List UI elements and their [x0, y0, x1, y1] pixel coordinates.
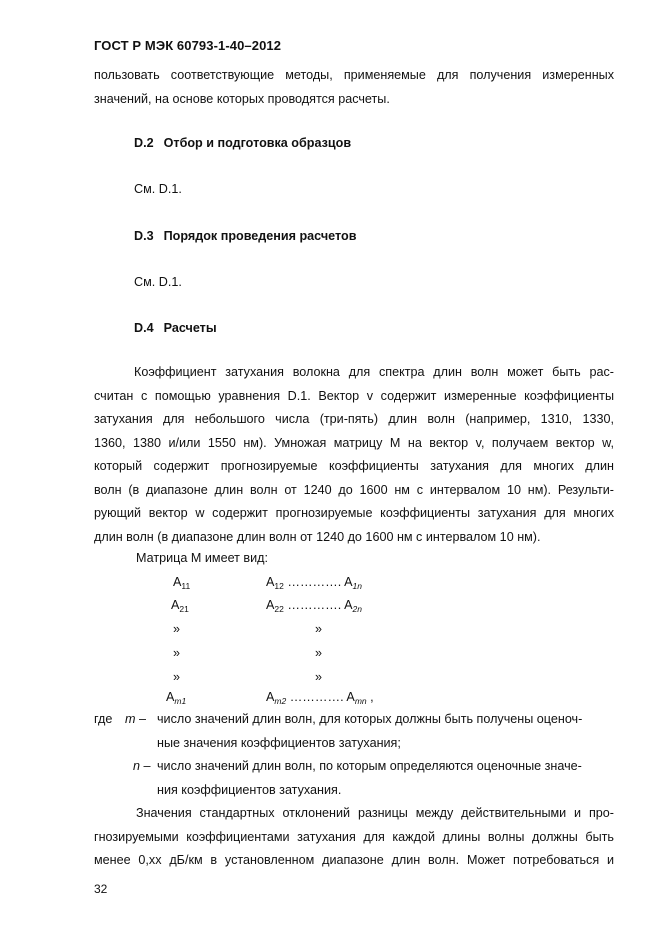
definition-text-line: число значений длин волн, по которым определяются оценочные значе-: [157, 759, 582, 773]
definition-text-line: число значений длин волн, для которых должны быть получены оценоч-: [157, 712, 583, 726]
matrix-ellipsis: ………….: [283, 575, 345, 589]
definition-m: [125, 712, 146, 726]
text-line: длин волн (в диапазоне длин волн от 1240 до 1600 нм с интервалом 10 нм).: [94, 529, 541, 544]
page-number: 32: [94, 882, 108, 896]
final-paragraph: [94, 802, 614, 873]
matrix-cell: »: [173, 670, 181, 684]
matrix-cell: »: [315, 646, 323, 660]
text-line: считан с помощью уравнения D.1. Вектор v содержит измеренные коэффициенты: [94, 388, 614, 403]
section-number: D.4: [134, 321, 154, 335]
matrix-cell: $A_{11}$: [173, 575, 191, 591]
text-line: менее 0,xx дБ/км в установленном диапазоне длин волн. Может потребоваться и: [94, 853, 614, 867]
section-title: Порядок проведения расчетов: [163, 229, 357, 243]
matrix-cell: »: [315, 622, 323, 636]
document-header: ГОСТ Р МЭК 60793-1-40–2012: [94, 38, 282, 53]
definition-text-line: ния коэффициентов затухания.: [157, 783, 342, 797]
text-line: Коэффициент затухания волокна для спектра длин волн может быть рас-: [134, 365, 614, 379]
matrix-cell: $A_{21}$: [171, 598, 189, 614]
matrix-cell: A: [346, 690, 355, 704]
section-reference: См. D.1.: [134, 182, 182, 196]
section-heading-d2: [134, 136, 351, 150]
definition-dash: –: [135, 712, 147, 726]
definition-n: [133, 759, 151, 773]
text-line: значений, на основе которых проводятся расчеты.: [94, 91, 390, 106]
where-label: где: [94, 712, 113, 726]
section-number: D.2: [134, 136, 154, 150]
definition-symbol: m: [125, 712, 136, 726]
calculation-paragraph: [94, 361, 614, 549]
matrix-ellipsis: ………….: [283, 598, 345, 612]
text-line: который содержит прогнозируемые коэффициенты затухания для многих длин: [94, 459, 614, 473]
matrix-cell: $A_{22}$ …………. $A_{2n}$: [266, 598, 362, 614]
matrix-cell: »: [173, 622, 181, 636]
section-number: D.3: [134, 229, 154, 243]
matrix-cell: A: [344, 575, 353, 589]
matrix-cell: $A_{m1}$: [166, 690, 187, 706]
text-line: пользовать соответствующие методы, применяемые для получения измеренных: [94, 68, 614, 82]
definition-dash: –: [140, 759, 151, 773]
matrix-cell: $A_{12}$ …………. $A_{1n}$: [266, 575, 362, 591]
text-line: рующий вектор w содержит прогнозируемые коэффициенты затухания для многих: [94, 506, 614, 520]
intro-paragraph: [94, 64, 614, 111]
matrix-cell: $A_{m2}$ …………. $A_{mn}$ ,: [266, 690, 374, 706]
text-line: гнозируемыми коэффициентами затухания для каждой длины волны должны быть: [94, 829, 614, 844]
matrix-cell: A: [344, 598, 353, 612]
matrix-ellipsis: ………….: [286, 690, 347, 704]
text-line: затухания для небольшого числа (три-пять) длин волн (например, 1310, 1330,: [94, 412, 614, 426]
matrix-intro: Матрица М имеет вид:: [136, 551, 268, 565]
section-heading-d4: [134, 321, 217, 335]
text-line: 1360, 1380 и/или 1550 нм). Умножая матрицу M на вектор v, получаем вектор w,: [94, 435, 614, 450]
section-title: Расчеты: [163, 321, 217, 335]
matrix-cell: »: [315, 670, 323, 684]
matrix-cell: »: [173, 646, 181, 660]
section-heading-d3: [134, 229, 356, 243]
text-line: волн (в диапазоне длин волн от 1240 до 1600 нм с интервалом 10 нм). Результи-: [94, 482, 614, 497]
definition-symbol: n: [133, 759, 141, 773]
section-title: Отбор и подготовка образцов: [163, 136, 352, 150]
definition-text-line: ные значения коэффициентов затухания;: [157, 736, 401, 750]
text-line: Значения стандартных отклонений разницы между действительными и про-: [136, 806, 614, 820]
section-reference: См. D.1.: [134, 275, 182, 289]
